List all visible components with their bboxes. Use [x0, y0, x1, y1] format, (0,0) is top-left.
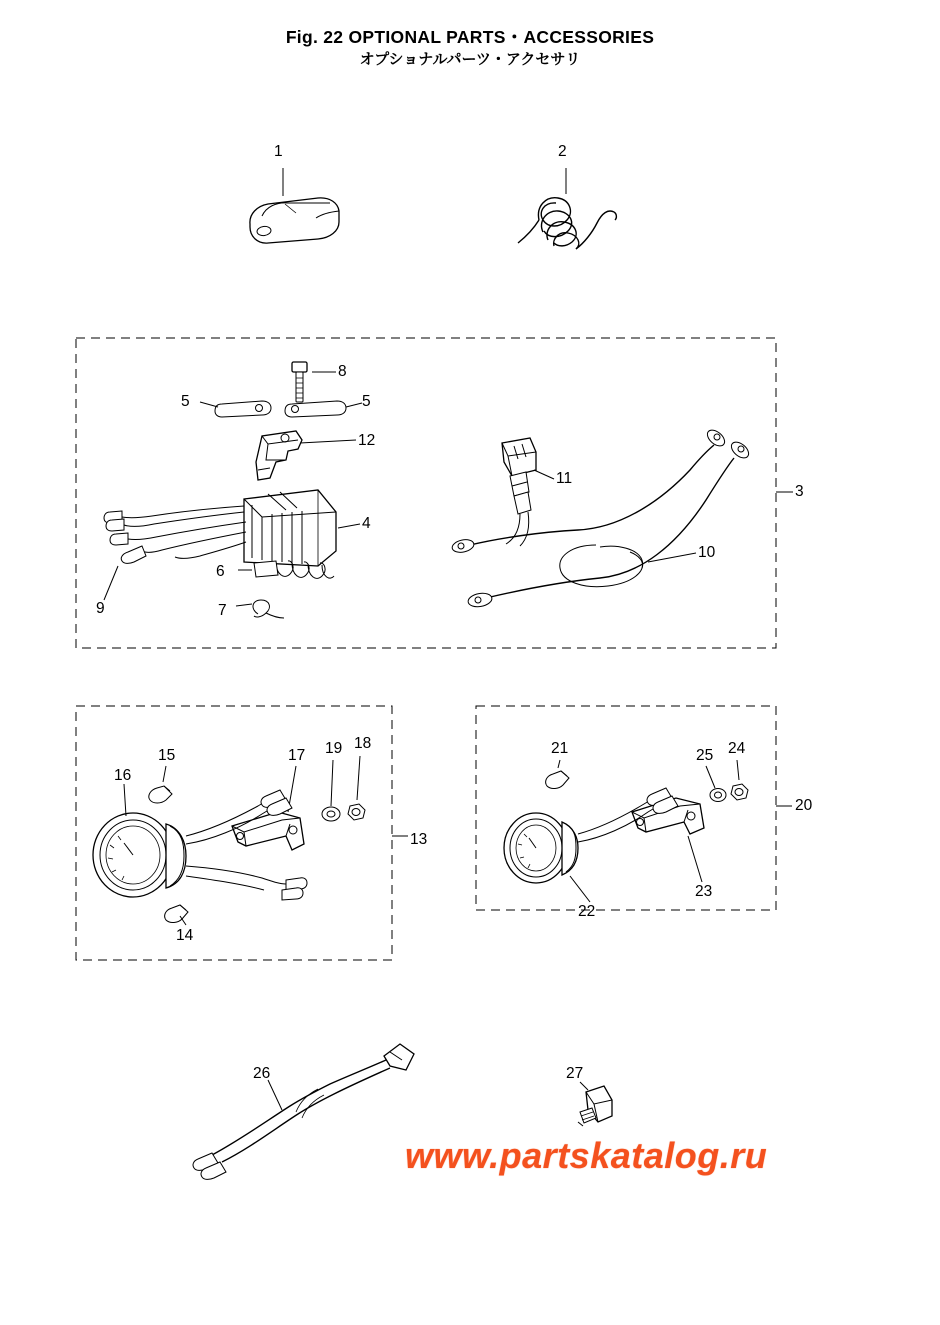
callout-2: 2: [558, 143, 567, 160]
callout-3: 3: [795, 483, 804, 500]
part-10-battery-cable: [451, 427, 752, 609]
callout-19: 19: [325, 740, 343, 757]
part-12-bracket: [256, 431, 356, 480]
watermark: www.partskatalog.ru: [405, 1135, 768, 1176]
callout-11: 11: [556, 470, 573, 487]
callout-17: 17: [288, 747, 306, 764]
part-18-nut: [348, 756, 365, 820]
callout-10: 10: [698, 544, 716, 561]
part-2-coiled-cord: [518, 168, 616, 249]
part-15-bulb: [149, 766, 172, 803]
callout-8: 8: [338, 363, 347, 380]
callout-25: 25: [696, 747, 714, 764]
callout-5-right: 5: [362, 393, 371, 410]
callout-24: 24: [728, 740, 746, 757]
part-11-fuse-holder: [502, 438, 554, 546]
part-7-clip: [236, 600, 284, 618]
part-27-plug: [578, 1082, 612, 1126]
part-5-right-strap: [285, 401, 362, 417]
part-14-bulb: [165, 905, 188, 925]
callout-23: 23: [695, 883, 713, 900]
part-9-bullet-terminal: [104, 546, 146, 600]
callout-14: 14: [176, 927, 194, 944]
figure-title-jp: オプショナルパーツ・アクセサリ: [359, 51, 581, 68]
part-16-tachometer: [93, 784, 186, 897]
callout-12: 12: [358, 432, 376, 449]
callout-6: 6: [216, 563, 225, 580]
callout-13: 13: [410, 831, 428, 848]
callout-18: 18: [354, 735, 372, 752]
part-5-left-strap: [200, 401, 271, 417]
callout-5-left: 5: [181, 393, 190, 410]
part-22-hour-meter: [504, 813, 590, 902]
callout-21: 21: [551, 740, 569, 757]
callout-9: 9: [96, 600, 105, 617]
group-3-dashed-box: [76, 338, 776, 648]
part-25-washer: [706, 766, 726, 802]
part-6-grommet: [238, 561, 278, 577]
part-24-nut: [731, 760, 748, 800]
callout-22: 22: [578, 903, 596, 920]
part-19-washer: [322, 760, 340, 821]
callout-20: 20: [795, 797, 813, 814]
part-8-bolt: [292, 362, 336, 402]
figure-title-en: Fig. 22 OPTIONAL PARTS・ACCESSORIES: [285, 27, 655, 47]
callout-27: 27: [566, 1065, 584, 1082]
callout-26: 26: [253, 1065, 271, 1082]
callout-7: 7: [218, 602, 227, 619]
part-1-cover: [250, 168, 339, 243]
callout-4: 4: [362, 515, 371, 532]
part-26-wire-harness: [193, 1044, 414, 1179]
callout-1: 1: [274, 143, 283, 160]
part-21-bulb: [546, 760, 569, 789]
callout-16: 16: [114, 767, 132, 784]
callout-15: 15: [158, 747, 176, 764]
